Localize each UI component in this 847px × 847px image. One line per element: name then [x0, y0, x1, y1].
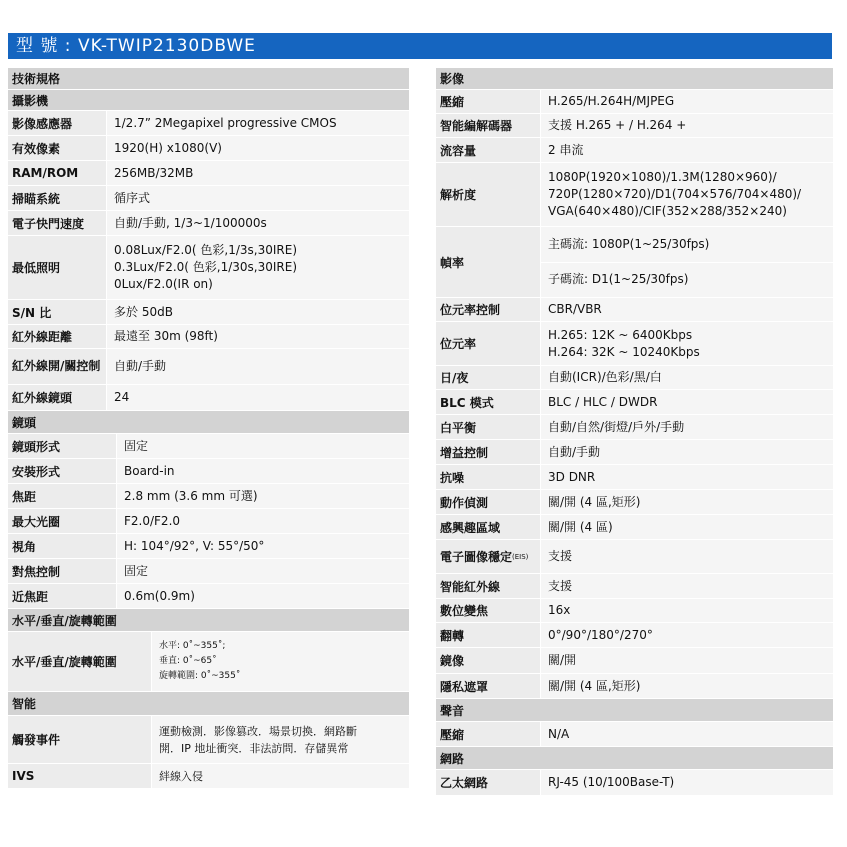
left-spec-column: [8, 68, 409, 789]
value-line: 0.08Lux/F2.0( 色彩,1/3s,30IRE): [114, 243, 298, 257]
value-line: H.264: 32K ~ 10240Kbps: [548, 344, 700, 359]
spec-value: [541, 163, 833, 226]
spec-row: [8, 236, 409, 300]
spec-value: 關/開 (4 區,矩形): [541, 674, 833, 698]
section-camera: 攝影機: [8, 90, 409, 111]
spec-key: 最大光圈: [8, 509, 117, 533]
spec-row: [8, 716, 409, 764]
spec-value: 主碼流: 1080P(1~25/30fps): [541, 227, 833, 263]
spec-key: 乙太網路: [436, 770, 541, 795]
spec-key: IVS: [8, 764, 152, 788]
spec-key: 幀率: [436, 227, 541, 297]
spec-value: Board-in: [117, 459, 409, 483]
spec-key: 壓縮: [436, 722, 541, 746]
spec-value: RJ-45 (10/100Base-T): [541, 770, 833, 795]
spec-row: [8, 534, 409, 559]
spec-row: [436, 114, 833, 138]
spec-row: [436, 322, 833, 366]
spec-key: 水平/垂直/旋轉範圍: [8, 632, 152, 691]
spec-value: 支援: [541, 540, 833, 573]
spec-key: 安裝形式: [8, 459, 117, 483]
spec-value: 2 串流: [541, 138, 833, 162]
spec-row: [436, 599, 833, 623]
spec-row: [8, 111, 409, 136]
spec-row: [436, 163, 833, 227]
spec-row: [8, 136, 409, 161]
spec-row: [436, 515, 833, 540]
spec-row: [436, 540, 833, 574]
spec-key: 影像感應器: [8, 111, 107, 135]
spec-key: 紅外線開/關控制: [8, 349, 107, 384]
eis-label: 電子圖像穩定: [440, 550, 513, 564]
value-line: H.265: 12K ~ 6400Kbps: [548, 327, 693, 342]
spec-value: 2.8 mm (3.6 mm 可選): [117, 484, 409, 508]
spec-key: 動作偵測: [436, 490, 541, 514]
spec-key: 日/夜: [436, 366, 541, 389]
spec-value: 0.6m(0.9m): [117, 584, 409, 608]
spec-key: 最低照明: [8, 236, 107, 299]
spec-value: 自動/手動: [107, 349, 409, 384]
spec-key: 解析度: [436, 163, 541, 226]
spec-value: 最遠至 30m (98ft): [107, 325, 409, 348]
spec-value: 256MB/32MB: [107, 161, 409, 185]
spec-value: N/A: [541, 722, 833, 746]
spec-value: 自動(ICR)/色彩/黑/白: [541, 366, 833, 389]
spec-key: 紅外線鏡頭: [8, 385, 107, 410]
section-ptz: 水平/垂直/旋轉範圍: [8, 609, 409, 632]
spec-row: [8, 186, 409, 211]
spec-value: BLC / HLC / DWDR: [541, 390, 833, 414]
spec-value: 16x: [541, 599, 833, 622]
spec-row: [8, 584, 409, 609]
spec-key: 紅外線距離: [8, 325, 107, 348]
spec-value: H.265/H.264H/MJPEG: [541, 90, 833, 113]
spec-key: 位元率: [436, 322, 541, 365]
spec-value: [152, 716, 409, 763]
spec-value: 固定: [117, 559, 409, 583]
spec-key: 翻轉: [436, 623, 541, 647]
spec-row: [8, 559, 409, 584]
spec-key: RAM/ROM: [8, 161, 107, 185]
right-spec-column: [436, 68, 833, 796]
section-smart: 智能: [8, 692, 409, 716]
spec-value: 關/開: [541, 648, 833, 673]
spec-row: [436, 674, 833, 699]
spec-key: 隱私遮罩: [436, 674, 541, 698]
spec-row: [436, 90, 833, 114]
spec-row: [436, 465, 833, 490]
value-line: 旋轉範圍: 0˚~355˚: [159, 671, 241, 681]
fps-split: [541, 227, 833, 297]
spec-key: 增益控制: [436, 440, 541, 464]
section-video: 影像: [436, 68, 833, 90]
spec-key: S/N 比: [8, 300, 107, 324]
spec-key: 鏡頭形式: [8, 434, 117, 458]
spec-value: 3D DNR: [541, 465, 833, 489]
spec-row: [436, 440, 833, 465]
value-line: 0.3Lux/F2.0( 色彩,1/30s,30IRE): [114, 260, 298, 274]
spec-key: 焦距: [8, 484, 117, 508]
spec-value: [107, 236, 409, 299]
spec-row: [436, 770, 833, 796]
spec-key: 白平衡: [436, 415, 541, 439]
spec-value: 多於 50dB: [107, 300, 409, 324]
spec-value: 關/開 (4 區): [541, 515, 833, 539]
spec-value: 1920(H) x1080(V): [107, 136, 409, 160]
spec-row: [8, 300, 409, 325]
spec-row: [436, 648, 833, 674]
spec-key: BLC 模式: [436, 390, 541, 414]
spec-row: [436, 623, 833, 648]
spec-value: CBR/VBR: [541, 298, 833, 321]
spec-row: [436, 390, 833, 415]
value-line: 0Lux/F2.0(IR on): [114, 277, 213, 291]
spec-value: 固定: [117, 434, 409, 458]
spec-value: 24: [107, 385, 409, 410]
section-network: 網路: [436, 747, 833, 770]
spec-key: 觸發事件: [8, 716, 152, 763]
value-line: 水平: 0˚~355˚;: [159, 641, 226, 651]
spec-key: 視角: [8, 534, 117, 558]
spec-row: [436, 138, 833, 163]
spec-row: [436, 227, 833, 298]
spec-value: 自動/自然/街燈/戶外/手動: [541, 415, 833, 439]
spec-value: H: 104°/92°, V: 55°/50°: [117, 534, 409, 558]
spec-row: [8, 161, 409, 186]
spec-value: 循序式: [107, 186, 409, 210]
spec-key: 鏡像: [436, 648, 541, 673]
spec-value: [152, 632, 409, 691]
value-line: 開．IP 地址衝突．非法訪問．存儲異常: [159, 741, 349, 755]
spec-key: 流容量: [436, 138, 541, 162]
spec-key: 數位變焦: [436, 599, 541, 622]
spec-row: [8, 349, 409, 385]
spec-key: 壓縮: [436, 90, 541, 113]
spec-key: 感興趣區域: [436, 515, 541, 539]
value-line: 720P(1280×720)/D1(704×576/704×480)/: [548, 187, 802, 201]
spec-value: 0°/90°/180°/270°: [541, 623, 833, 647]
spec-value: 自動/手動, 1/3~1/100000s: [107, 211, 409, 235]
spec-key: 電子快門速度: [8, 211, 107, 235]
value-line: VGA(640×480)/CIF(352×288/352×240): [548, 204, 787, 218]
spec-row: [436, 415, 833, 440]
spec-row: [436, 490, 833, 515]
spec-row: [436, 366, 833, 390]
spec-key: 對焦控制: [8, 559, 117, 583]
spec-value: F2.0/F2.0: [117, 509, 409, 533]
spec-value: 支援: [541, 574, 833, 598]
spec-row: [8, 459, 409, 484]
spec-row: [8, 632, 409, 692]
spec-value: 1/2.7” 2Megapixel progressive CMOS: [107, 111, 409, 135]
spec-key: 抗噪: [436, 465, 541, 489]
value-line: 運動檢測．影像篡改．場景切換．網路斷: [159, 724, 357, 738]
spec-key: 近焦距: [8, 584, 117, 608]
spec-row: [8, 211, 409, 236]
spec-value: 子碼流: D1(1~25/30fps): [541, 263, 833, 298]
spec-row: [8, 325, 409, 349]
spec-value: 支援 H.265 + / H.264 +: [541, 114, 833, 137]
spec-value: [541, 322, 833, 365]
spec-row: [8, 385, 409, 411]
spec-key: 智能編解碼器: [436, 114, 541, 137]
spec-row: [8, 434, 409, 459]
spec-key: 智能紅外線: [436, 574, 541, 598]
spec-row: [436, 722, 833, 747]
value-line: 垂直: 0˚~65˚: [159, 656, 217, 666]
section-spec-header: 技術規格: [8, 68, 409, 90]
section-audio: 聲音: [436, 699, 833, 722]
spec-value: 關/開 (4 區,矩形): [541, 490, 833, 514]
spec-key: 位元率控制: [436, 298, 541, 321]
spec-value: 自動/手動: [541, 440, 833, 464]
spec-row: [8, 484, 409, 509]
spec-row: [8, 764, 409, 789]
eis-abbr: (EIS): [512, 552, 529, 561]
spec-row: [8, 509, 409, 534]
spec-key: [436, 540, 541, 573]
spec-row: [436, 574, 833, 599]
section-lens: 鏡頭: [8, 411, 409, 434]
value-line: 1080P(1920×1080)/1.3M(1280×960)/: [548, 170, 777, 184]
spec-value: 絆線入侵: [152, 764, 409, 788]
model-title: 型 號 : VK-TWIP2130DBWE: [8, 33, 832, 59]
spec-key: 有效像素: [8, 136, 107, 160]
spec-row: [436, 298, 833, 322]
spec-key: 掃瞄系統: [8, 186, 107, 210]
